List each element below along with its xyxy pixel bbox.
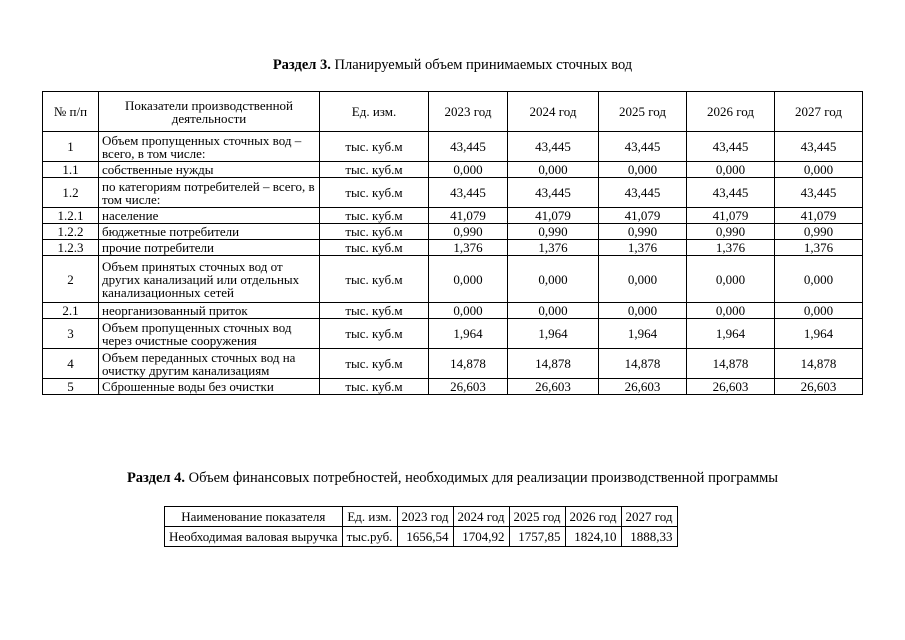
unit-cell: тыс. куб.м: [320, 208, 429, 224]
value-cell: 1,376: [429, 240, 508, 256]
value-cell: 43,445: [429, 178, 508, 208]
row-number-cell: 1.2: [43, 178, 99, 208]
header-cell: 2027 год: [775, 92, 863, 132]
value-cell: 26,603: [599, 379, 687, 395]
unit-cell: тыс. куб.м: [320, 224, 429, 240]
header-cell: Ед. изм.: [342, 507, 397, 527]
table-row: [43, 349, 863, 379]
value-cell: 43,445: [687, 178, 775, 208]
value-cell: 0,990: [599, 224, 687, 240]
value-cell: 43,445: [775, 178, 863, 208]
unit-cell: тыс. куб.м: [320, 240, 429, 256]
value-cell: 1,964: [687, 319, 775, 349]
value-cell: 0,000: [687, 303, 775, 319]
row-number-cell: 2: [43, 256, 99, 303]
value-cell: 0,000: [687, 256, 775, 303]
value-cell: 0,000: [599, 162, 687, 178]
table-row: [43, 132, 863, 162]
unit-cell: тыс.руб.: [342, 527, 397, 547]
value-cell: 14,878: [599, 349, 687, 379]
table-row: [43, 240, 863, 256]
value-cell: 0,990: [508, 224, 599, 240]
header-cell: 2026 год: [565, 507, 621, 527]
unit-cell: тыс. куб.м: [320, 178, 429, 208]
value-cell: 43,445: [508, 132, 599, 162]
row-number-cell: 1.2.1: [43, 208, 99, 224]
value-cell: 0,000: [687, 162, 775, 178]
row-number-cell: 4: [43, 349, 99, 379]
row-number-cell: 1.2.3: [43, 240, 99, 256]
header-cell: Наименование показателя: [165, 507, 343, 527]
table-header-row: [165, 507, 678, 527]
table-row: [43, 178, 863, 208]
value-cell: 0,000: [775, 162, 863, 178]
value-cell: 41,079: [429, 208, 508, 224]
header-cell: № п/п: [43, 92, 99, 132]
value-cell: 1,376: [687, 240, 775, 256]
value-cell: 14,878: [775, 349, 863, 379]
table-row: [43, 224, 863, 240]
indicator-cell: неорганизованный приток: [99, 303, 320, 319]
indicator-cell: бюджетные потребители: [99, 224, 320, 240]
value-cell: 1,964: [508, 319, 599, 349]
table-row: [43, 319, 863, 349]
value-cell: 14,878: [508, 349, 599, 379]
indicator-cell: по категориям потребителей – всего, в том числе:: [99, 178, 320, 208]
header-cell: 2023 год: [397, 507, 453, 527]
section-4-title: [0, 470, 905, 487]
indicator-cell: Объем пропущенных сточных вод через очистные сооружения: [99, 319, 320, 349]
value-cell: 0,000: [508, 256, 599, 303]
value-cell: 43,445: [599, 178, 687, 208]
header-cell: 2024 год: [453, 507, 509, 527]
value-cell: 41,079: [599, 208, 687, 224]
header-cell: 2023 год: [429, 92, 508, 132]
value-cell: 0,000: [508, 303, 599, 319]
row-number-cell: 3: [43, 319, 99, 349]
header-cell: 2026 год: [687, 92, 775, 132]
value-cell: 1,964: [775, 319, 863, 349]
indicator-cell: Объем пропущенных сточных вод – всего, в том числе:: [99, 132, 320, 162]
value-cell: 1824,10: [565, 527, 621, 547]
value-cell: 0,990: [775, 224, 863, 240]
value-cell: 41,079: [508, 208, 599, 224]
header-cell: 2024 год: [508, 92, 599, 132]
value-cell: 1888,33: [621, 527, 677, 547]
row-number-cell: 5: [43, 379, 99, 395]
indicator-cell: Объем принятых сточных вод от других канализаций или отдельных канализационных сетей: [99, 256, 320, 303]
value-cell: 26,603: [775, 379, 863, 395]
table-header-row: [43, 92, 863, 132]
indicator-cell: собственные нужды: [99, 162, 320, 178]
section-4-title-text: Объем финансовых потребностей, необходимых для реализации производственной программы: [185, 470, 779, 486]
unit-cell: тыс. куб.м: [320, 379, 429, 395]
unit-cell: тыс. куб.м: [320, 256, 429, 303]
unit-cell: тыс. куб.м: [320, 303, 429, 319]
header-cell: 2025 год: [509, 507, 565, 527]
indicator-cell: прочие потребители: [99, 240, 320, 256]
value-cell: 26,603: [508, 379, 599, 395]
section-3-title-text: Планируемый объем принимаемых сточных вод: [330, 57, 633, 73]
value-cell: 14,878: [429, 349, 508, 379]
value-cell: 1,376: [508, 240, 599, 256]
table-row: [43, 162, 863, 178]
row-number-cell: 2.1: [43, 303, 99, 319]
value-cell: 1656,54: [397, 527, 453, 547]
value-cell: 0,000: [429, 162, 508, 178]
value-cell: 43,445: [508, 178, 599, 208]
unit-cell: тыс. куб.м: [320, 162, 429, 178]
value-cell: 41,079: [775, 208, 863, 224]
unit-cell: тыс. куб.м: [320, 132, 429, 162]
value-cell: 1757,85: [509, 527, 565, 547]
value-cell: 0,000: [775, 256, 863, 303]
section-4-title-bold: Раздел 4.: [126, 470, 186, 486]
value-cell: 0,000: [599, 303, 687, 319]
value-cell: 0,990: [687, 224, 775, 240]
row-number-cell: 1: [43, 132, 99, 162]
unit-cell: тыс. куб.м: [320, 319, 429, 349]
indicator-cell: население: [99, 208, 320, 224]
table-row: [165, 527, 678, 547]
value-cell: 1,376: [599, 240, 687, 256]
row-number-cell: 1.1: [43, 162, 99, 178]
header-cell: Ед. изм.: [320, 92, 429, 132]
value-cell: 43,445: [429, 132, 508, 162]
value-cell: 1,964: [599, 319, 687, 349]
section-3-title: [0, 57, 905, 74]
value-cell: 41,079: [687, 208, 775, 224]
value-cell: 26,603: [429, 379, 508, 395]
header-cell: 2025 год: [599, 92, 687, 132]
value-cell: 0,000: [599, 256, 687, 303]
value-cell: 43,445: [775, 132, 863, 162]
value-cell: 0,000: [775, 303, 863, 319]
value-cell: 0,000: [508, 162, 599, 178]
header-cell: 2027 год: [621, 507, 677, 527]
value-cell: 0,000: [429, 303, 508, 319]
value-cell: 1,376: [775, 240, 863, 256]
table-row: [43, 256, 863, 303]
unit-cell: тыс. куб.м: [320, 349, 429, 379]
value-cell: 43,445: [687, 132, 775, 162]
value-cell: 1,964: [429, 319, 508, 349]
indicator-cell: Сброшенные воды без очистки: [99, 379, 320, 395]
section-3-title-bold: Раздел 3.: [272, 57, 331, 73]
indicator-name-cell: Необходимая валовая выручка: [165, 527, 343, 547]
row-number-cell: 1.2.2: [43, 224, 99, 240]
value-cell: 0,990: [429, 224, 508, 240]
value-cell: 0,000: [429, 256, 508, 303]
value-cell: 1704,92: [453, 527, 509, 547]
table-row: [43, 379, 863, 395]
value-cell: 43,445: [599, 132, 687, 162]
value-cell: 26,603: [687, 379, 775, 395]
wastewater-volume-table: [42, 91, 863, 395]
table-row: [43, 303, 863, 319]
value-cell: 14,878: [687, 349, 775, 379]
table-row: [43, 208, 863, 224]
indicator-cell: Объем переданных сточных вод на очистку другим канализациям: [99, 349, 320, 379]
header-cell: Показатели производственной деятельности: [99, 92, 320, 132]
financial-needs-table: [164, 506, 678, 547]
